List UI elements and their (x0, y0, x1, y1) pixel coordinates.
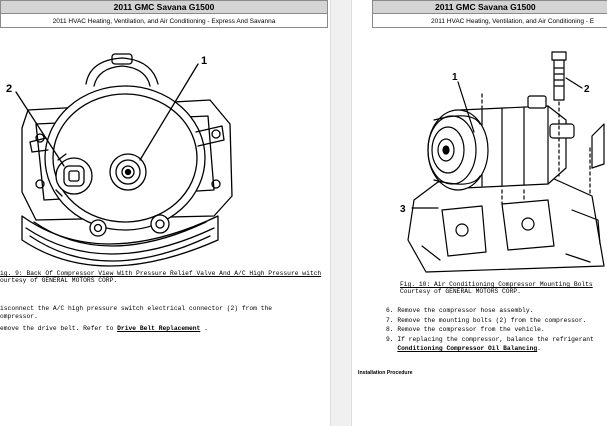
step-disconnect-line1: isconnect the A/C high pressure switch electrical connector (2) from the (0, 305, 273, 312)
list-item: 9. If replacing the compressor, balance the refrigerant (386, 335, 594, 343)
figure-9-caption-title: ig. 9: Back Of Compressor View With Pressure Relief Valve And A/C High Pressure witch (0, 270, 322, 277)
callout-1: 1 (452, 72, 458, 83)
figure-10-caption-title: Fig. 10: Air Conditioning Compressor Mounting Bolts (400, 281, 593, 288)
compressor-back-view-figure (0, 40, 330, 268)
list-item: 6. Remove the compressor hose assembly. (386, 307, 534, 314)
step-remove-belt (0, 325, 328, 333)
compressor-oil-balancing-link[interactable]: Conditioning Compressor Oil Balancing (397, 345, 538, 353)
left-page-header (0, 0, 328, 28)
compressor-mounting-bolts-figure (352, 40, 607, 280)
figure-10-courtesy: Courtesy of GENERAL MOTORS CORP. (400, 288, 521, 296)
step-9-tail: . (537, 345, 541, 353)
page-gutter (330, 0, 352, 426)
step-remove-belt-tail: . (200, 325, 208, 332)
left-header-title: 2011 GMC Savana G1500 (1, 1, 327, 14)
callout-3: 3 (400, 204, 406, 215)
callout-2: 2 (584, 84, 590, 95)
figure-9-courtesy: ourtesy of GENERAL MOTORS CORP. (0, 277, 118, 285)
figure-9-caption (0, 270, 328, 285)
callout-1: 1 (201, 55, 208, 67)
right-header-subtitle: 2011 HVAC Heating, Ventilation, and Air Conditioning - E (431, 18, 595, 25)
step-disconnect-line2: ompressor. (0, 312, 38, 320)
removal-steps-list (386, 307, 607, 355)
step-remove-belt-text: emove the drive belt. Refer to (0, 325, 118, 332)
drive-belt-replacement-link[interactable]: Drive Belt Replacement (117, 325, 201, 332)
right-page (352, 0, 607, 426)
right-header-title: 2011 GMC Savana G1500 (373, 1, 607, 14)
installation-procedure-heading: Installation Procedure (358, 370, 413, 376)
list-item: 7. Remove the mounting bolts (2) from the compressor. (386, 316, 587, 324)
right-page-header (372, 0, 607, 28)
figure-10-caption (400, 281, 607, 296)
left-header-subtitle: 2011 HVAC Heating, Ventilation, and Air Conditioning - Express And Savanna (52, 18, 276, 25)
callout-2: 2 (6, 83, 13, 95)
list-item (386, 345, 607, 355)
list-item: 8. Remove the compressor from the vehicle. (386, 326, 545, 334)
step-disconnect-switch (0, 305, 328, 320)
